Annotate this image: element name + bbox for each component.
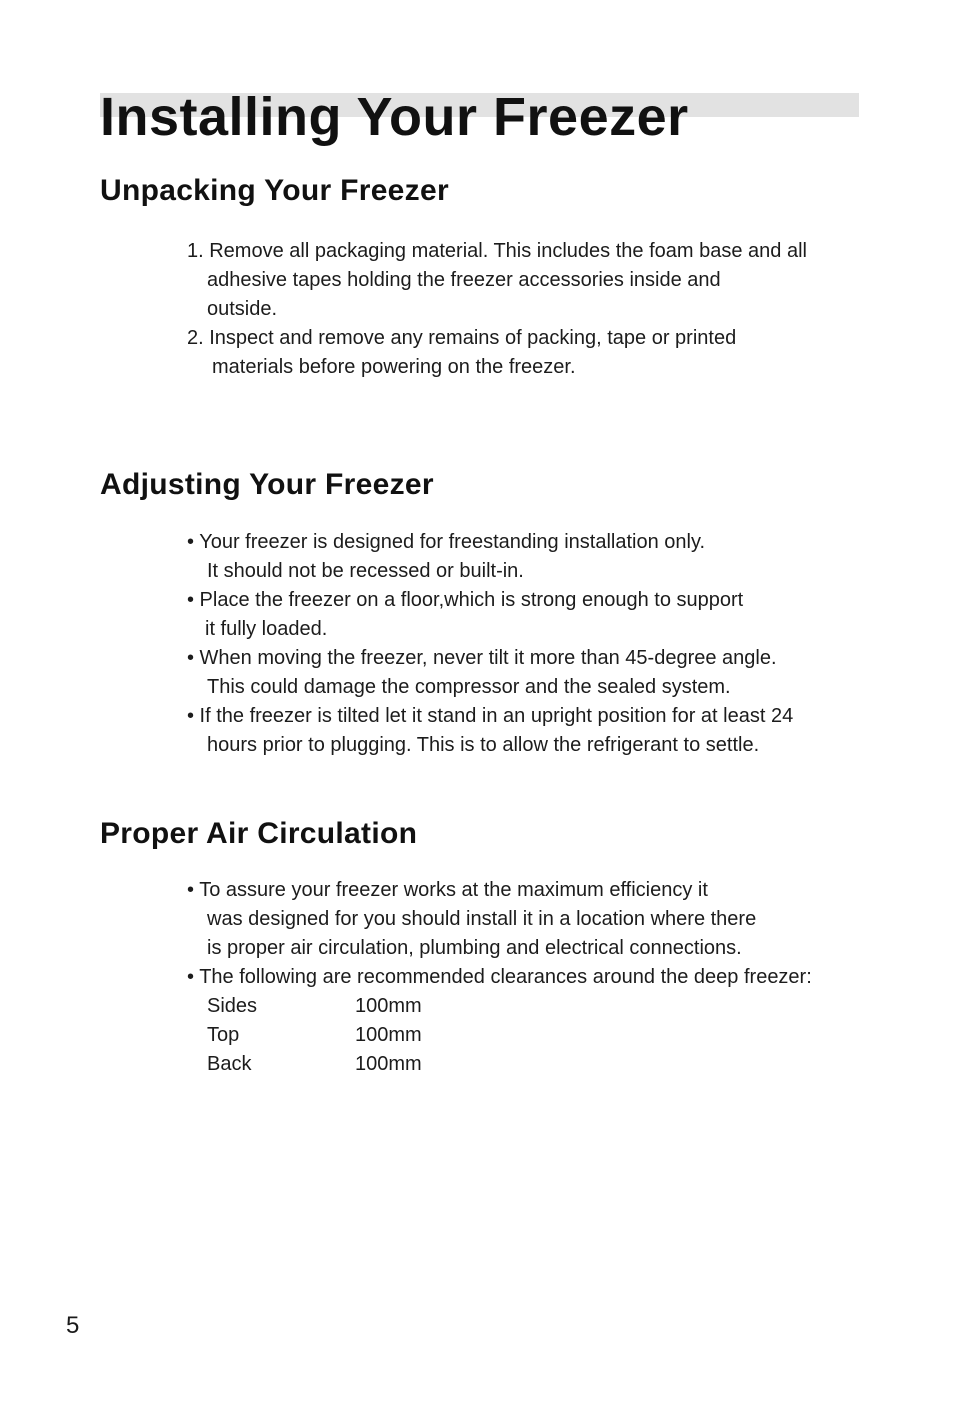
heading-unpacking: Unpacking Your Freezer	[100, 174, 449, 207]
adjusting-line: it fully loaded.	[205, 618, 328, 640]
adjusting-line: hours prior to plugging. This is to allow the refrigerant to settle.	[207, 734, 760, 756]
air-circulation-line: • To assure your freezer works at the maximum efficiency it	[187, 879, 708, 901]
adjusting-line: • Place the freezer on a floor,which is strong enough to support	[187, 589, 744, 611]
adjusting-line: This could damage the compressor and the sealed system.	[207, 676, 731, 698]
clearance-value: 100mm	[355, 995, 422, 1017]
air-circulation-list	[187, 876, 877, 1079]
clearance-row-back	[187, 1050, 877, 1079]
page-number: 5	[66, 1312, 80, 1339]
air-circulation-line: was designed for you should install it in a location where there	[207, 908, 757, 930]
clearance-label: Back	[207, 1053, 252, 1075]
clearance-value: 100mm	[355, 1053, 422, 1075]
adjusting-line: It should not be recessed or built-in.	[207, 560, 524, 582]
heading-adjusting: Adjusting Your Freezer	[100, 468, 434, 501]
clearance-value: 100mm	[355, 1024, 422, 1046]
adjusting-line: • If the freezer is tilted let it stand in an upright position for at least 24	[187, 705, 794, 727]
unpacking-line: 2. Inspect and remove any remains of packing, tape or printed	[187, 327, 737, 349]
adjusting-line: • Your freezer is designed for freestanding installation only.	[187, 531, 706, 553]
clearance-label: Top	[207, 1024, 240, 1046]
air-circulation-line: is proper air circulation, plumbing and electrical connections.	[207, 937, 742, 959]
adjusting-line: • When moving the freezer, never tilt it more than 45-degree angle.	[187, 647, 777, 669]
unpacking-line: materials before powering on the freezer.	[212, 356, 576, 378]
unpacking-line: 1. Remove all packaging material. This includes the foam base and all	[187, 240, 807, 262]
unpacking-line: adhesive tapes holding the freezer accessories inside and	[207, 269, 721, 291]
clearance-label: Sides	[207, 995, 258, 1017]
unpacking-line: outside.	[207, 298, 278, 320]
clearance-row-top	[187, 1021, 877, 1050]
adjusting-list	[187, 528, 877, 760]
clearance-row-sides	[187, 992, 877, 1021]
unpacking-list	[187, 237, 877, 382]
heading-air-circulation: Proper Air Circulation	[100, 817, 418, 850]
air-circulation-line: • The following are recommended clearances around the deep freezer:	[187, 966, 812, 988]
page-title: Installing Your Freezer	[100, 87, 689, 147]
